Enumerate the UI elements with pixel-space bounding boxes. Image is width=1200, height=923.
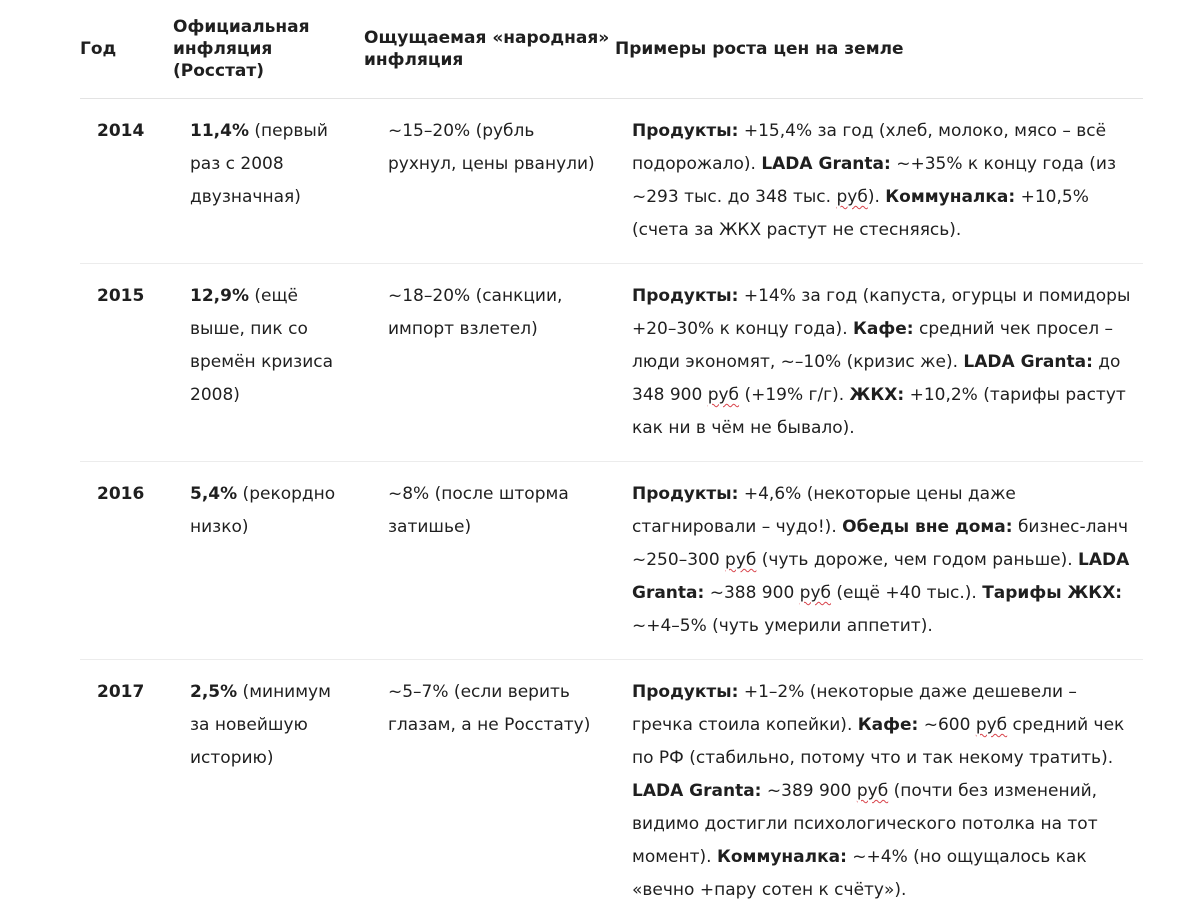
official-note: (рекордно низко): [190, 484, 335, 537]
example-text: +1–2% (некоторые даже дешевели – гречка стоила копейки).: [632, 682, 1077, 735]
category-label: LADA Granta:: [761, 154, 890, 174]
official-inflation-cell: [173, 264, 364, 462]
example-text: (+19% г/г).: [739, 385, 850, 405]
header-official-inflation: Официальная инфляция (Росстат): [173, 0, 364, 99]
category-label: ЖКХ:: [850, 385, 905, 405]
example-text: +4,6% (некоторые цены даже стагнировали – чудо!).: [632, 484, 1016, 537]
category-label: Продукты:: [632, 286, 738, 306]
category-label: Кафе:: [853, 319, 914, 339]
category-label: Коммуналка:: [885, 187, 1015, 207]
inflation-table: [80, 0, 1143, 923]
example-text: ~+4–5% (чуть умерили аппетит).: [632, 616, 933, 636]
inflation-table-container: [80, 0, 1143, 923]
example-text: до 348 900: [632, 352, 1120, 405]
header-year: Год: [80, 0, 173, 99]
official-value: 12,9%: [190, 286, 249, 306]
felt-inflation-cell: ~5–7% (если верить глазам, а не Росстату): [364, 660, 615, 923]
spellcheck-word[interactable]: руб: [725, 550, 756, 570]
felt-inflation-cell: ~18–20% (санкции, импорт взлетел): [364, 264, 615, 462]
example-text: ~600: [918, 715, 976, 735]
table-header-row: [80, 0, 1143, 99]
category-label: Обеды вне дома:: [842, 517, 1012, 537]
year-cell: 2017: [80, 660, 173, 923]
felt-inflation-cell: ~8% (после шторма затишье): [364, 462, 615, 660]
category-label: LADA Granta:: [632, 550, 1129, 603]
example-text: (ещё +40 тыс.).: [831, 583, 982, 603]
official-inflation-cell: [173, 462, 364, 660]
spellcheck-word[interactable]: руб: [836, 187, 867, 207]
example-text: ~388 900: [704, 583, 799, 603]
year-cell: 2014: [80, 99, 173, 264]
table-row: [80, 264, 1143, 462]
category-label: LADA Granta:: [632, 781, 761, 801]
official-inflation-cell: [173, 99, 364, 264]
example-text: ).: [868, 187, 885, 207]
official-inflation-cell: [173, 660, 364, 923]
price-examples-cell: [615, 462, 1143, 660]
header-felt-inflation: Ощущаемая «народная» инфляция: [364, 0, 615, 99]
price-examples-cell: [615, 99, 1143, 264]
spellcheck-word[interactable]: руб: [800, 583, 831, 603]
year-cell: 2015: [80, 264, 173, 462]
example-text: +10,2% (тарифы растут как ни в чём не бывало).: [632, 385, 1126, 438]
table-row: [80, 99, 1143, 264]
example-text: средний чек просел – люди экономят, ~–10% (кризис же).: [632, 319, 1113, 372]
spellcheck-word[interactable]: руб: [857, 781, 888, 801]
example-text: +10,5% (счета за ЖКХ растут не стесняясь).: [632, 187, 1089, 240]
header-price-examples: Примеры роста цен на земле: [615, 0, 1143, 99]
category-label: Коммуналка:: [717, 847, 847, 867]
example-text: средний чек по РФ (стабильно, потому что и так некому тратить).: [632, 715, 1124, 768]
category-label: Тарифы ЖКХ:: [982, 583, 1122, 603]
price-examples-cell: [615, 660, 1143, 923]
official-note: (ещё выше, пик со времён кризиса 2008): [190, 286, 333, 405]
official-value: 11,4%: [190, 121, 249, 141]
official-note: (первый раз с 2008 двузначная): [190, 121, 328, 207]
example-text: бизнес-ланч ~250–300: [632, 517, 1128, 570]
official-value: 5,4%: [190, 484, 237, 504]
category-label: Продукты:: [632, 682, 738, 702]
example-text: ~+35% к концу года (из ~293 тыс. до 348 тыс.: [632, 154, 1116, 207]
price-examples-cell: [615, 264, 1143, 462]
year-cell: 2016: [80, 462, 173, 660]
example-text: +14% за год (капуста, огурцы и помидоры +20–30% к концу года).: [632, 286, 1130, 339]
category-label: Продукты:: [632, 121, 738, 141]
example-text: ~389 900: [761, 781, 856, 801]
example-text: (почти без изменений, видимо достигли психологического потолка на тот момент).: [632, 781, 1098, 867]
spellcheck-word[interactable]: руб: [708, 385, 739, 405]
spellcheck-word[interactable]: руб: [976, 715, 1007, 735]
category-label: Продукты:: [632, 484, 738, 504]
table-row: [80, 462, 1143, 660]
example-text: (чуть дороже, чем годом раньше).: [756, 550, 1078, 570]
example-text: +15,4% за год (хлеб, молоко, мясо – всё подорожало).: [632, 121, 1106, 174]
category-label: Кафе:: [858, 715, 919, 735]
example-text: ~+4% (но ощущалось как «вечно +пару сотен к счёту»).: [632, 847, 1087, 900]
table-row: [80, 660, 1143, 923]
felt-inflation-cell: ~15–20% (рубль рухнул, цены рванули): [364, 99, 615, 264]
official-note: (минимум за новейшую историю): [190, 682, 331, 768]
official-value: 2,5%: [190, 682, 237, 702]
category-label: LADA Granta:: [963, 352, 1092, 372]
